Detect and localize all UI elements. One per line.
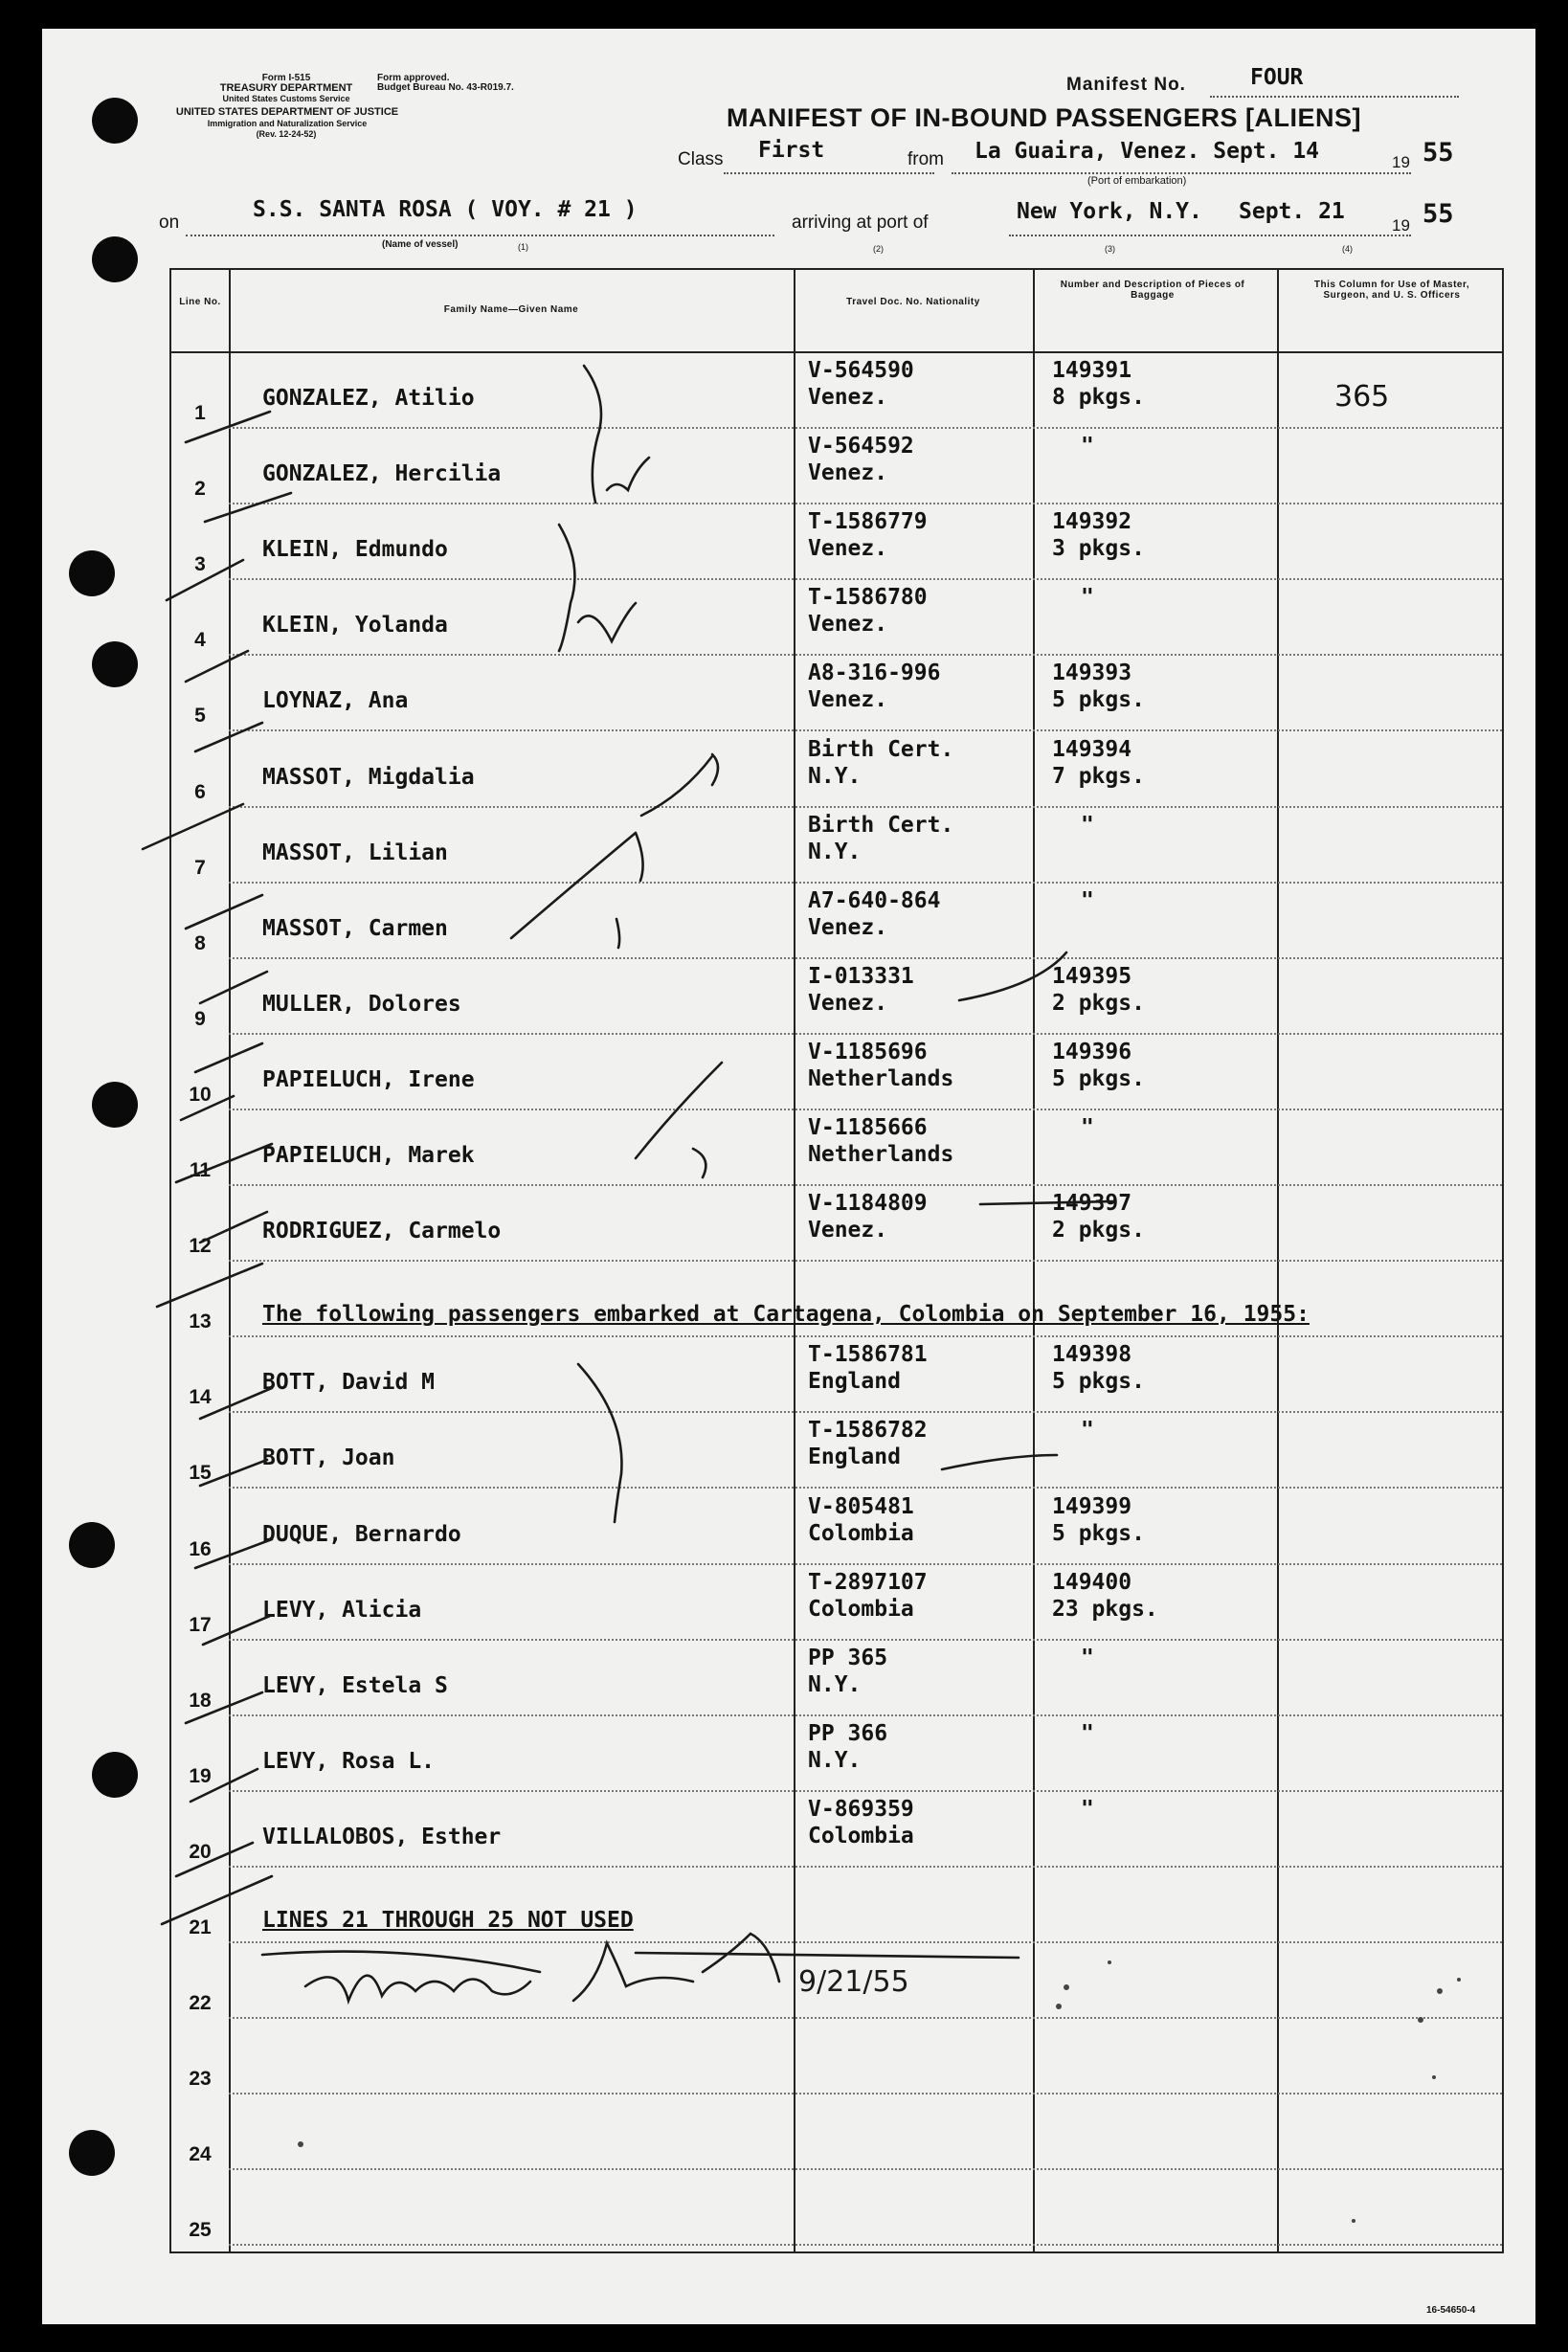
travel-doc-number: Birth Cert. xyxy=(808,812,954,838)
travel-doc-number: T-1586782 xyxy=(808,1418,928,1444)
footer-code: 16-54650-4 xyxy=(1426,2305,1476,2316)
from-label: from xyxy=(907,149,944,169)
passenger-name: GONZALEZ, Atilio xyxy=(262,386,475,411)
col-header-line: Line No. xyxy=(179,297,221,307)
nationality: Venez. xyxy=(808,990,888,1016)
treasury-department: TREASURY DEPARTMENT xyxy=(219,82,353,94)
baggage-pieces: 2 pkgs. xyxy=(1052,990,1145,1016)
nationality: Colombia xyxy=(808,1596,914,1622)
line-number: 21 xyxy=(189,1916,212,1938)
arrival-date: Sept. 21 xyxy=(1239,199,1345,224)
nationality: Venez. xyxy=(808,914,888,940)
justice-department: UNITED STATES DEPARTMENT OF JUSTICE xyxy=(175,106,399,118)
form-approval: Form approved. xyxy=(377,73,450,83)
from-value: La Guaira, Venez. Sept. 14 xyxy=(974,139,1320,164)
travel-doc-number: Birth Cert. xyxy=(808,736,954,762)
from-year-prefix: 19 xyxy=(1392,153,1410,171)
nationality: Colombia xyxy=(808,1520,914,1546)
page-title: MANIFEST OF IN-BOUND PASSENGERS [ALIENS] xyxy=(727,103,1362,132)
nationality: N.Y. xyxy=(808,839,862,864)
line-number: 2 xyxy=(194,478,206,501)
baggage-number: " xyxy=(1081,1796,1094,1822)
line-number: 1 xyxy=(194,402,206,424)
line-number: 14 xyxy=(189,1386,212,1409)
signature-date: 9/21/55 xyxy=(798,1965,909,1999)
line-number: 25 xyxy=(189,2219,212,2242)
travel-doc-number: T-1586781 xyxy=(808,1342,928,1368)
baggage-number: 149391 xyxy=(1052,358,1132,383)
arrival-year: 55 xyxy=(1422,199,1454,229)
baggage-pieces: 5 pkgs. xyxy=(1052,1520,1145,1546)
nationality: Netherlands xyxy=(808,1065,954,1091)
baggage-number: " xyxy=(1081,1115,1094,1140)
line-number: 10 xyxy=(189,1083,212,1106)
baggage-number: " xyxy=(1081,585,1094,611)
travel-doc-number: V-564590 xyxy=(808,358,914,383)
line-number: 20 xyxy=(189,1840,212,1863)
travel-doc-number: A8-316-996 xyxy=(808,661,941,686)
baggage-pieces: 2 pkgs. xyxy=(1052,1218,1145,1243)
on-label: on xyxy=(159,213,180,233)
line-number: 23 xyxy=(189,2068,212,2091)
baggage-number: 149396 xyxy=(1052,1039,1132,1064)
handwritten-annotations xyxy=(42,29,1535,2324)
passenger-name: PAPIELUCH, Marek xyxy=(262,1143,475,1168)
col-header-doc: Travel Doc. No. Nationality xyxy=(846,297,980,307)
line-number: 11 xyxy=(189,1159,212,1181)
col-header-name: Family Name—Given Name xyxy=(443,304,579,315)
nationality: Venez. xyxy=(808,385,888,410)
baggage-number: 149399 xyxy=(1052,1493,1132,1519)
baggage-number: 149398 xyxy=(1052,1342,1132,1368)
nationality: England xyxy=(808,1369,901,1395)
col-marker-4: (4) xyxy=(1342,244,1353,254)
form-number: Form I-515 xyxy=(261,73,311,83)
nationality: N.Y. xyxy=(808,1671,862,1697)
passenger-name: MASSOT, Lilian xyxy=(262,840,448,865)
travel-doc-number: V-1184809 xyxy=(808,1191,928,1217)
travel-doc-number: T-1586779 xyxy=(808,509,928,535)
travel-doc-number: V-564592 xyxy=(808,434,914,459)
nationality: Netherlands xyxy=(808,1142,954,1167)
line-number: 17 xyxy=(189,1613,212,1636)
nationality: England xyxy=(808,1445,901,1470)
passenger-name: KLEIN, Yolanda xyxy=(262,613,448,638)
vessel-name: S.S. SANTA ROSA ( VOY. # 21 ) xyxy=(253,197,638,222)
vessel-label: (Name of vessel) xyxy=(382,239,459,250)
line-number: 3 xyxy=(194,553,206,576)
class-value: First xyxy=(758,138,825,163)
baggage-number: 149392 xyxy=(1052,509,1132,535)
travel-doc-number: V-869359 xyxy=(808,1796,914,1822)
travel-doc-number: T-1586780 xyxy=(808,585,928,611)
baggage-number: " xyxy=(1081,887,1094,913)
nationality: Venez. xyxy=(808,1218,888,1243)
travel-doc-number: I-013331 xyxy=(808,963,914,989)
passenger-name: LEVY, Rosa L. xyxy=(262,1748,436,1774)
baggage-pieces: 5 pkgs. xyxy=(1052,1369,1145,1395)
col-marker-3: (3) xyxy=(1105,244,1115,254)
line-number: 7 xyxy=(194,856,206,879)
passenger-name: GONZALEZ, Hercilia xyxy=(262,461,502,487)
line-number: 6 xyxy=(194,780,206,803)
nationality: N.Y. xyxy=(808,763,862,789)
manifest-page xyxy=(42,29,1535,2324)
travel-doc-number: PP 365 xyxy=(808,1645,888,1670)
nationality: Venez. xyxy=(808,460,888,486)
passenger-name: BOTT, Joan xyxy=(262,1445,395,1471)
baggage-number: 149397 xyxy=(1052,1191,1132,1217)
nationality: Venez. xyxy=(808,536,888,562)
line-number: 16 xyxy=(189,1537,212,1560)
travel-doc-number: V-805481 xyxy=(808,1493,914,1519)
passenger-name: KLEIN, Edmundo xyxy=(262,537,448,563)
baggage-number: 149394 xyxy=(1052,736,1132,762)
manifest-no-label: Manifest No. xyxy=(1066,75,1186,95)
baggage-number: 149393 xyxy=(1052,661,1132,686)
baggage-pieces: 3 pkgs. xyxy=(1052,536,1145,562)
travel-doc-number: V-1185666 xyxy=(808,1115,928,1140)
embark-note: LINES 21 THROUGH 25 NOT USED xyxy=(262,1908,634,1933)
arriving-label: arriving at port of xyxy=(792,213,929,233)
nationality: N.Y. xyxy=(808,1747,862,1773)
line-number: 9 xyxy=(194,1007,206,1030)
nationality: Venez. xyxy=(808,687,888,713)
line-number: 15 xyxy=(189,1462,212,1485)
col-header-baggage: Number and Description of Pieces of Baggage xyxy=(1060,280,1245,301)
travel-doc-number: A7-640-864 xyxy=(808,887,941,913)
baggage-pieces: 8 pkgs. xyxy=(1052,385,1145,410)
baggage-pieces: 5 pkgs. xyxy=(1052,687,1145,713)
arrival-port: New York, N.Y. xyxy=(1017,199,1202,224)
baggage-number: 149395 xyxy=(1052,963,1132,989)
form-revision: (Rev. 12-24-52) xyxy=(256,129,317,139)
ins-service: Immigration and Naturalization Service xyxy=(207,119,368,128)
baggage-pieces: 23 pkgs. xyxy=(1052,1596,1158,1622)
manifest-no-value: FOUR xyxy=(1250,65,1304,90)
from-year: 55 xyxy=(1422,138,1454,168)
travel-doc-number: V-1185696 xyxy=(808,1039,928,1064)
passenger-name: VILLALOBOS, Esther xyxy=(262,1824,502,1849)
baggage-number: " xyxy=(1081,812,1094,838)
passenger-name: DUQUE, Bernardo xyxy=(262,1521,461,1547)
col-marker-1: (1) xyxy=(518,242,528,252)
passenger-name: MASSOT, Migdalia xyxy=(262,764,475,790)
passenger-name: MULLER, Dolores xyxy=(262,991,461,1017)
arrival-year-prefix: 19 xyxy=(1392,216,1410,235)
line-number: 8 xyxy=(194,931,206,954)
travel-doc-number: PP 366 xyxy=(808,1720,888,1746)
passenger-name: LOYNAZ, Ana xyxy=(262,688,409,714)
baggage-number: " xyxy=(1081,1418,1094,1444)
passenger-name: LEVY, Estela S xyxy=(262,1672,448,1698)
line-number: 24 xyxy=(189,2143,212,2166)
passenger-name: LEVY, Alicia xyxy=(262,1597,422,1623)
line-number: 18 xyxy=(189,1689,212,1712)
baggage-number: " xyxy=(1081,1645,1094,1670)
line-number: 12 xyxy=(189,1235,212,1258)
passenger-name: PAPIELUCH, Irene xyxy=(262,1066,475,1092)
nationality: Colombia xyxy=(808,1823,914,1848)
passenger-name: RODRIGUEZ, Carmelo xyxy=(262,1219,502,1244)
line-number: 4 xyxy=(194,629,206,652)
line-number: 22 xyxy=(189,1992,212,2015)
baggage-number: " xyxy=(1081,1720,1094,1746)
line-number: 19 xyxy=(189,1764,212,1787)
travel-doc-number: T-2897107 xyxy=(808,1569,928,1595)
baggage-pieces: 5 pkgs. xyxy=(1052,1065,1145,1091)
class-label: Class xyxy=(678,149,724,169)
col-header-officers: This Column for Use of Master, Surgeon, and U. S. Officers xyxy=(1313,280,1470,301)
port-embarkation-label: (Port of embarkation) xyxy=(1087,175,1187,187)
budget-bureau: Budget Bureau No. 43-R019.7. xyxy=(377,82,514,93)
baggage-number: " xyxy=(1081,434,1094,459)
baggage-pieces: 7 pkgs. xyxy=(1052,763,1145,789)
col-marker-2: (2) xyxy=(873,244,884,254)
nationality: Venez. xyxy=(808,612,888,638)
line-number: 5 xyxy=(194,705,206,728)
embark-note: The following passengers embarked at Cartagena, Colombia on September 16, 1955: xyxy=(262,1302,1310,1328)
baggage-number: 149400 xyxy=(1052,1569,1132,1595)
line-number: 13 xyxy=(189,1310,212,1333)
passenger-name: MASSOT, Carmen xyxy=(262,915,448,941)
passenger-name: BOTT, David M xyxy=(262,1370,436,1396)
customs-service: United States Customs Service xyxy=(222,94,350,103)
officer-mark: 365 xyxy=(1334,380,1390,414)
